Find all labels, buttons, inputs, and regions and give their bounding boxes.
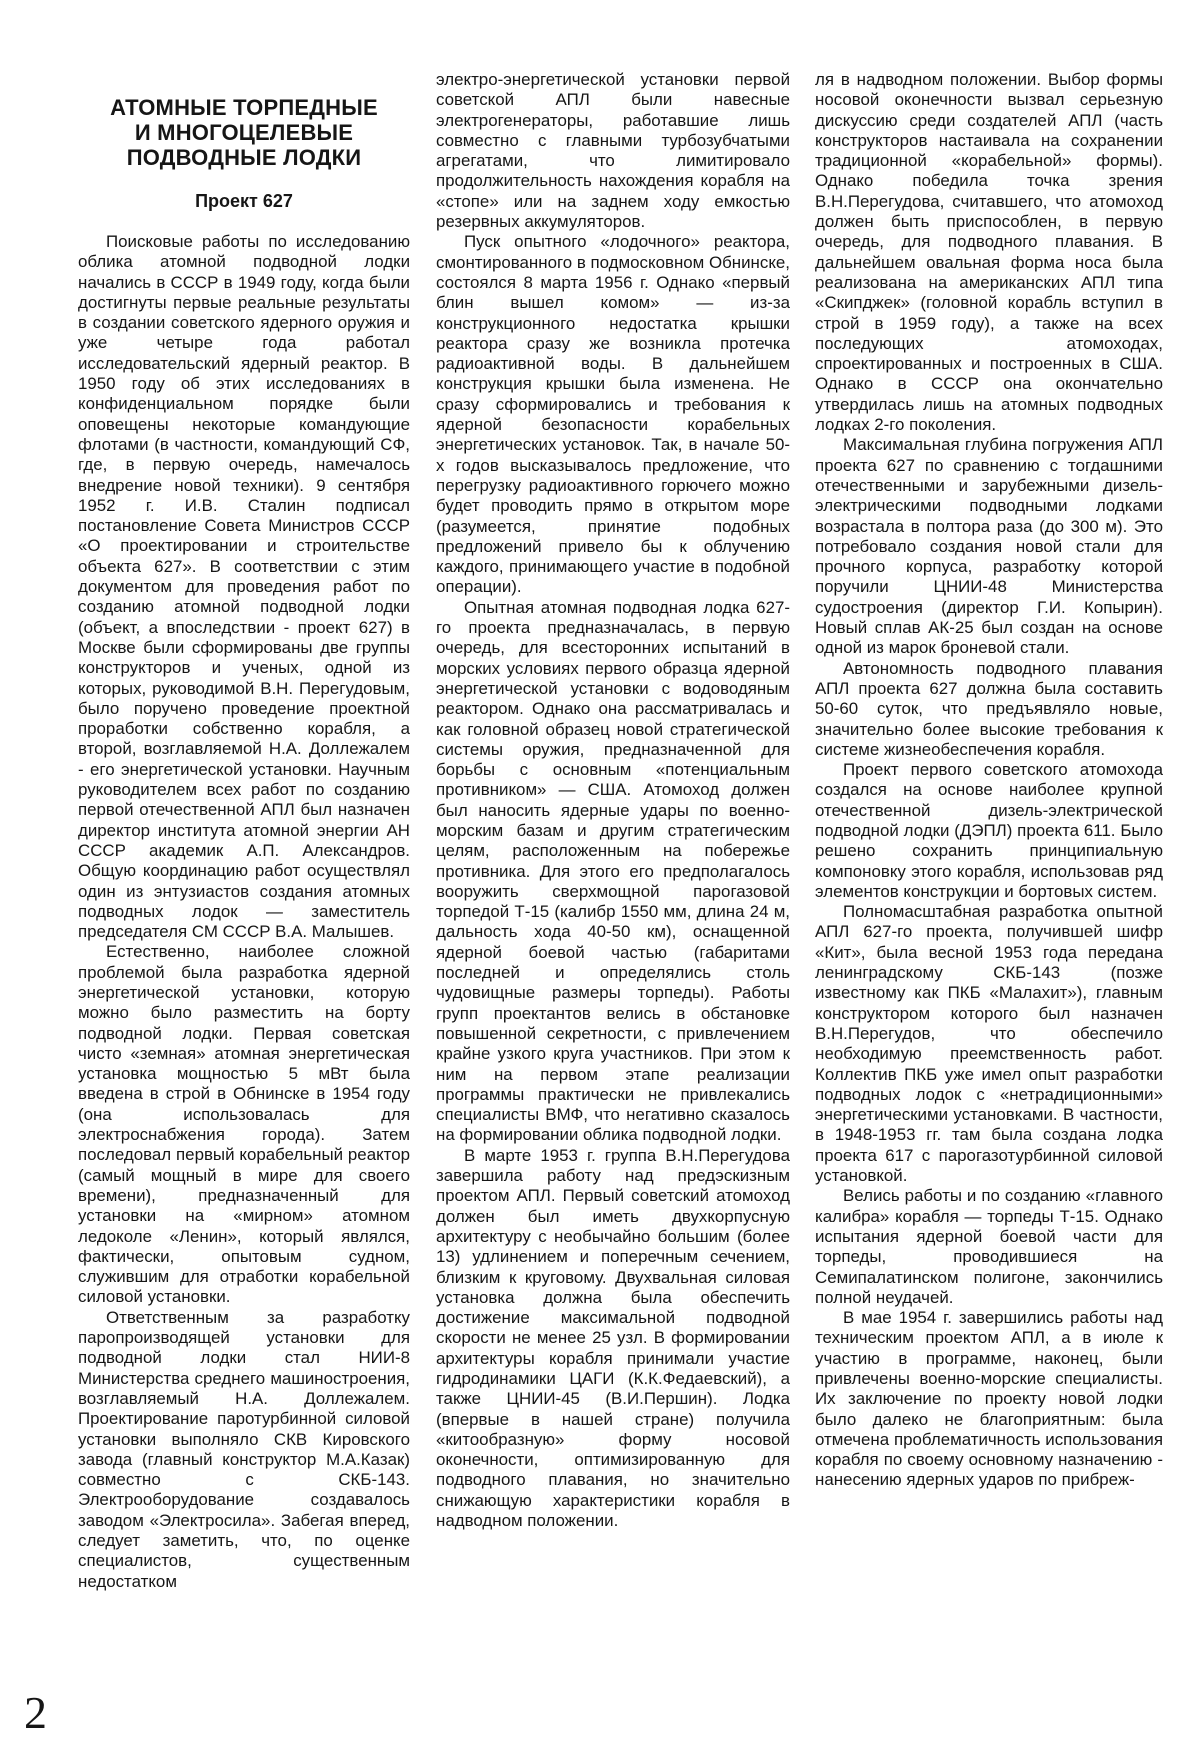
paragraph: Естественно, наиболее сложной проблемой была разработка ядерной энергетической установки, которую можно было разместить на борту подводной лодки. Первая советская чисто «земная» атомная энергетическая установка мощностью 5 мВт была введена в строй в Обнинске в 1954 году (она использовалась для электроснабжения города). Затем последовал первый корабельный реактор (самый мощный в мире для своего времени), предназначенный для установки на «мирном» атомном ледоколе «Ленин», который являлся, фактически, опытовым судном, служившим для отработки корабельной силовой установки. <box>78 942 410 1307</box>
paragraph: Проект первого советского атомохода создался на основе наиболее крупной отечественной дизель-электрической подводной лодки (ДЭПЛ) проекта 611. Было решено сохранить принципиальную компоновку этого корабля, использовав ряд элементов конструкции и бортовых систем. <box>815 760 1163 901</box>
section-subtitle: Проект 627 <box>195 191 293 211</box>
text-column-1 <box>78 73 410 1733</box>
paragraph: Велись работы и по созданию «главного калибра» корабля — торпеды Т-15. Однако испытания ядерной боевой части для торпеды, проводившиеся на Семипалатинском полигоне, закончились полной неудачей. <box>815 1186 1163 1307</box>
article-title-line: ПОДВОДНЫЕ ЛОДКИ <box>126 145 362 170</box>
paragraph: Пуск опытного «лодочного» реактора, смонтированного в подмосковном Обнинске, состоялся 8 марта 1956 г. Однако «первый блин вышел комом» — из-за конструкционного недостатка крышки реактора сразу же возникла протечка радиоактивной воды. В дальнейшем конструкция крышки была изменена. Не сразу сформировались и требования к ядерной безопасности корабельных энергетических установок. Так, в начале 50-х годов высказывалось предложение, что перегрузку радиоактивного горючего можно будет проводить прямо в открытом море (разумеется, принятие подобных предложений привело бы к облучению каждого, принимающего участие в подобной операции). <box>436 232 790 597</box>
article-title-line: И МНОГОЦЕЛЕВЫЕ <box>134 120 354 145</box>
paragraph: электро-энергетической установки первой советской АПЛ были навесные электрогенераторы, работавшие лишь совместно с главными турбозубчатыми агрегатами, что лимитировало продолжительность нахождения корабля на «стопе» или на заднем ходу емкостью резервных аккумуляторов. <box>436 70 790 232</box>
paragraph: Максимальная глубина погружения АПЛ проекта 627 по сравнению с тогдашними отечественными и зарубежными дизель-электрическими подводными лодками возрастала в полтора раза (до 300 м). Это потребовало создания новой стали для прочного корпуса, разработку которой поручили ЦНИИ-48 Министерства судостроения (директор Г.И. Копырин). Новый сплав АК-25 был создан на основе одной из марок броневой стали. <box>815 435 1163 658</box>
paragraph: ля в надводном положении. Выбор формы носовой оконечности вызвал серьезную дискуссию среди создателей АПЛ (часть конструкторов настаивала на сохранении традиционной «корабельной» формы). Однако победила точка зрения В.Н.Перегудова, считавшего, что атомоход должен быть приспособлен, в первую очередь, для подводного плавания. В дальнейшем овальная форма носа была реализована на американских АПЛ типа «Скипджек» (головной корабль вступил в строй в 1959 году), а также на всех последующих атомоходах, спроектированных и построенных в США. Однако в СССР она окончательно утвердилась лишь на атомных подводных лодках 2-го поколения. <box>815 70 1163 435</box>
paragraph: В марте 1953 г. группа В.Н.Перегудова завершила работу над предэскизным проектом АПЛ. Первый советский атомоход должен был иметь двухкорпусную архитектуру с необычайно большим (более 13) удлинением и поперечным сечением, близким к круговому. Двухвальная силовая установка должна была обеспечить достижение максимальной подводной скорости не менее 25 узл. В формировании архитектуры корабля принимали участие гидродинамики ЦАГИ (К.К.Федаевский), а также ЦНИИ-45 (В.И.Першин). Лодка (впервые в нашей стране) получила «китообразную» форму носовой оконечности, оптимизированную для подводного плавания, но значительно снижающую характеристики корабля в надводном положении. <box>436 1145 790 1531</box>
column-3-paragraphs <box>815 70 1163 1491</box>
paragraph: Ответственным за разработку паропроизводящей установки для подводной лодки стал НИИ-8 Министерства среднего машиностроения, возглавляемый Н.А. Доллежалем. Проектирование паротурбинной силовой установки выполняло СКВ Кировского завода (главный конструктор М.А.Казак) совместно с СКБ-143. Электрооборудование создавалось заводом «Электросила». Забегая вперед, следует заметить, что, по оценке специалистов, существенным недостатком <box>78 1307 410 1591</box>
paragraph: Полномасштабная разработка опытной АПЛ 627-го проекта, получившей шифр «Кит», была весной 1953 года передана ленинградскому СКБ-143 (позже известному как ПКБ «Малахит»), главным конструктором которого был назначен В.Н.Перегудов, что обеспечило необходимую преемственность работ. Коллектив ПКБ уже имел опыт разработки подводных лодок с «нетрадиционными» энергетическими установками. В частности, в 1948-1953 гг. там была создана лодка проекта 617 с парогазотурбинной силовой установкой. <box>815 902 1163 1186</box>
paragraph: В мае 1954 г. завершились работы над техническим проектом АПЛ, а в июле к участию в программе, наконец, были привлечены военно-морские специалисты. Их заключение по проекту новой лодки было далеко не благоприятным: была отмечена проблематичность использования корабля по своему основному назначению - нанесению ядерных ударов по прибреж- <box>815 1308 1163 1490</box>
page-number: 2 <box>24 1687 47 1738</box>
paragraph: Опытная атомная подводная лодка 627-го проекта предназначалась, в первую очередь, для всесторонних испытаний в морских условиях первого образца ядерной энергетической установки с водоводяным реактором. Однако она рассматривалась и как головной образец новой стратегической системы оружия, предназначенной для борьбы с основным «потенциальным противником» — США. Атомоход должен был наносить ядерные удары по военно-морским базам и другим стратегическим целям, расположенным на побережье противника. Для этого его предполагалось вооружить сверхмощной парогазовой торпедой Т-15 (калибр 1550 мм, длина 24 м, дальность хода 40-50 км), оснащенной ядерной боевой частью (габаритами последней и определялись столь чудовищные размеры торпеды). Работы групп проектантов велись в обстановке повышенной секретности, с привлечением крайне узкого круга участников. При этом к ним на первом этапе реализации программы практически не привлекались специалисты ВМФ, что негативно сказалось на формировании облика подводной лодки. <box>436 597 790 1145</box>
paragraph: Автономность подводного плавания АПЛ проекта 627 должна была составить 50-60 суток, что предъявляло новые, значительно более высокие требования к системе жизнеобеспечения корабля. <box>815 658 1163 759</box>
paragraph: Поисковые работы по исследованию облика атомной подводной лодки начались в СССР в 1949 году, когда были достигнуты первые реальные результаты в создании советского ядерного оружия и уже четыре года работал исследовательский ядерный реактор. В 1950 году об этих исследованиях в конфиденциальном порядке были оповещены некоторые командующие флотами (в частности, командующий СФ, где, в первую очередь, намечалось внедрение новой техники). 9 сентября 1952 г. И.В. Сталин подписал постановление Совета Министров СССР «О проектировании и строительстве объекта 627». В соответствии с этим документом для проведения работ по созданию атомной подводной лодки (объект, а впоследствии - проект 627) в Москве были сформированы две группы конструкторов и ученых, одной из которых, руководимой В.Н. Перегудовым, было поручено проведение проектной проработки собственно корабля, а второй, возглавляемой Н.А. Доллежалем - его энергетической установки. Научным руководителем всех работ по созданию первой отечественной АПЛ был назначен директор института атомной энергии АН СССР академик А.П. Александров. Общую координацию работ осуществлял один из энтузиастов создания атомных подводных лодок — заместитель председателя СМ СССР В.А. Малышев. <box>78 232 410 942</box>
text-column-3 <box>815 70 1163 1730</box>
article-title-line: АТОМНЫЕ ТОРПЕДНЫЕ <box>110 95 378 120</box>
article-title <box>78 95 410 170</box>
text-column-2 <box>436 70 790 1730</box>
column-1-paragraphs <box>78 232 410 1592</box>
column-2-paragraphs <box>436 70 790 1531</box>
